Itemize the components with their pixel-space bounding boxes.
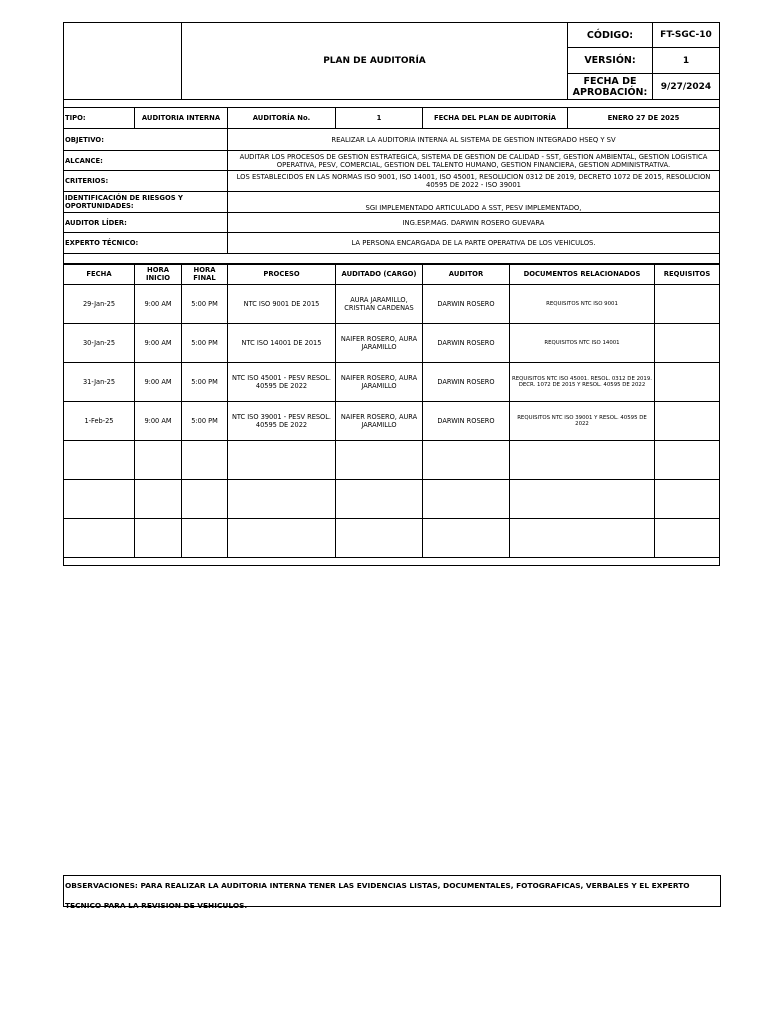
empty-cell xyxy=(228,519,336,558)
cell-hora-inicio: 9:00 AM xyxy=(135,402,182,441)
version-label: VERSIÓN: xyxy=(568,48,653,74)
alcance-label: ALCANCE: xyxy=(64,151,228,171)
empty-cell xyxy=(510,519,655,558)
objetivo-value: REALIZAR LA AUDITORIA INTERNA AL SISTEMA DE GESTION INTEGRADO HSEQ Y SV xyxy=(228,129,720,151)
cell-requisitos xyxy=(655,402,720,441)
empty-row xyxy=(64,519,720,558)
empty-row xyxy=(64,441,720,480)
table-row xyxy=(64,324,720,363)
cell-auditor: DARWIN ROSERO xyxy=(423,363,510,402)
empty-cell xyxy=(336,480,423,519)
column-header: DOCUMENTOS RELACIONADOS xyxy=(510,265,655,285)
cell-hora-final: 5:00 PM xyxy=(182,285,228,324)
empty-cell xyxy=(135,519,182,558)
cell-proceso: NTC ISO 45001 - PESV RESOL. 40595 DE 2022 xyxy=(228,363,336,402)
table-row xyxy=(64,285,720,324)
column-header: AUDITADO (CARGO) xyxy=(336,265,423,285)
column-header: HORA INICIO xyxy=(135,265,182,285)
column-header: REQUISITOS xyxy=(655,265,720,285)
document-title: PLAN DE AUDITORÍA xyxy=(182,23,568,100)
cell-auditado: NAIFER ROSERO, AURA JARAMILLO xyxy=(336,402,423,441)
document-header xyxy=(63,22,720,100)
empty-cell xyxy=(655,480,720,519)
empty-cell xyxy=(655,441,720,480)
spacer-row xyxy=(64,254,720,264)
criterios-value: LOS ESTABLECIDOS EN LAS NORMAS ISO 9001, ISO 14001, ISO 45001, RESOLUCION 0312 DE 2019, DECRETO 1072 DE 2015, RESOLUCION 40595 DE 2022 - ISO 39001 xyxy=(228,171,720,192)
fecha-plan-value: ENERO 27 DE 2025 xyxy=(568,108,720,129)
cell-hora-inicio: 9:00 AM xyxy=(135,324,182,363)
tipo-label: TIPO: xyxy=(64,108,135,129)
empty-cell xyxy=(423,519,510,558)
empty-cell xyxy=(182,519,228,558)
cell-fecha: 30-Jan-25 xyxy=(64,324,135,363)
cell-requisitos xyxy=(655,285,720,324)
riesgos-value: SGI IMPLEMENTADO ARTICULADO A SST, PESV IMPLEMENTADO, xyxy=(228,192,720,213)
auditor-lider-label: AUDITOR LÍDER: xyxy=(64,213,228,233)
alcance-value: AUDITAR LOS PROCESOS DE GESTION ESTRATEGICA, SISTEMA DE GESTION DE CALIDAD - SST, GESTION AMBIENTAL, GESTION LOGISTICA OPERATIVA, PESV, COMERCIAL, GESTION DEL TALENTO HUMANO, GESTION FINANCIERA, GESTION ADMINISTRATIVA. xyxy=(228,151,720,171)
column-header: PROCESO xyxy=(228,265,336,285)
table-row xyxy=(64,402,720,441)
spacer-row xyxy=(64,100,720,108)
cell-hora-inicio: 9:00 AM xyxy=(135,285,182,324)
empty-cell xyxy=(336,441,423,480)
observaciones-box: OBSERVACIONES: PARA REALIZAR LA AUDITORIA INTERNA TENER LAS EVIDENCIAS LISTAS, DOCUMENTALES, FOTOGRAFICAS, VERBALES Y EL EXPERTO TECNICO PARA LA REVISION DE VEHICULOS. xyxy=(63,875,721,907)
fecha-plan-label: FECHA DEL PLAN DE AUDITORÍA xyxy=(423,108,568,129)
cell-fecha: 1-Feb-25 xyxy=(64,402,135,441)
objetivo-label: OBJETIVO: xyxy=(64,129,228,151)
version-value: 1 xyxy=(653,48,720,74)
cell-fecha: 29-Jan-25 xyxy=(64,285,135,324)
cell-hora-final: 5:00 PM xyxy=(182,324,228,363)
empty-cell xyxy=(510,441,655,480)
cell-hora-final: 5:00 PM xyxy=(182,402,228,441)
cell-auditado: NAIFER ROSERO, AURA JARAMILLO xyxy=(336,363,423,402)
cell-requisitos xyxy=(655,324,720,363)
auditoria-no-value: 1 xyxy=(336,108,423,129)
empty-cell xyxy=(135,480,182,519)
audit-schedule-table xyxy=(63,264,720,566)
cell-hora-inicio: 9:00 AM xyxy=(135,363,182,402)
empty-cell xyxy=(64,480,135,519)
spacer-row xyxy=(64,558,720,566)
cell-auditado: AURA JARAMILLO, CRISTIAN CARDENAS xyxy=(336,285,423,324)
cell-documentos: REQUISITOS NTC ISO 14001 xyxy=(510,324,655,363)
experto-value: LA PERSONA ENCARGADA DE LA PARTE OPERATIVA DE LOS VEHICULOS. xyxy=(228,233,720,254)
cell-auditado: NAIFER ROSERO, AURA JARAMILLO xyxy=(336,324,423,363)
empty-cell xyxy=(423,441,510,480)
fecha-aprobacion-label: FECHA DE APROBACIÓN: xyxy=(568,74,653,100)
empty-cell xyxy=(135,441,182,480)
column-header: FECHA xyxy=(64,265,135,285)
cell-proceso: NTC ISO 14001 DE 2015 xyxy=(228,324,336,363)
auditoria-no-label: AUDITORÍA No. xyxy=(228,108,336,129)
experto-label: EXPERTO TÉCNICO: xyxy=(64,233,228,254)
schedule-header-row xyxy=(64,265,720,285)
cell-proceso: NTC ISO 39001 - PESV RESOL. 40595 DE 2022 xyxy=(228,402,336,441)
empty-cell xyxy=(182,441,228,480)
cell-proceso: NTC ISO 9001 DE 2015 xyxy=(228,285,336,324)
cell-documentos: REQUISITOS NTC ISO 45001. RESOL. 0312 DE 2019. DECR. 1072 DE 2015 Y RESOL. 40595 DE 2022 xyxy=(510,363,655,402)
empty-row xyxy=(64,480,720,519)
spacer-cell xyxy=(64,558,720,566)
column-header: AUDITOR xyxy=(423,265,510,285)
column-header: HORA FINAL xyxy=(182,265,228,285)
cell-auditor: DARWIN ROSERO xyxy=(423,285,510,324)
fecha-aprobacion-value: 9/27/2024 xyxy=(653,74,720,100)
empty-cell xyxy=(64,519,135,558)
empty-cell xyxy=(64,441,135,480)
empty-cell xyxy=(182,480,228,519)
empty-cell xyxy=(228,480,336,519)
table-row xyxy=(64,363,720,402)
cell-requisitos xyxy=(655,363,720,402)
tipo-value: AUDITORIA INTERNA xyxy=(135,108,228,129)
empty-cell xyxy=(655,519,720,558)
codigo-value: FT-SGC-10 xyxy=(653,23,720,48)
empty-cell xyxy=(228,441,336,480)
codigo-label: CÓDIGO: xyxy=(568,23,653,48)
cell-hora-final: 5:00 PM xyxy=(182,363,228,402)
cell-auditor: DARWIN ROSERO xyxy=(423,324,510,363)
empty-cell xyxy=(423,480,510,519)
cell-fecha: 31-Jan-25 xyxy=(64,363,135,402)
cell-documentos: REQUISITOS NTC ISO 9001 xyxy=(510,285,655,324)
cell-auditor: DARWIN ROSERO xyxy=(423,402,510,441)
riesgos-label: IDENTIFICACIÓN DE RIESGOS Y OPORTUNIDADES: xyxy=(64,192,228,213)
auditor-lider-value: ING.ESP.MAG. DARWIN ROSERO GUEVARA xyxy=(228,213,720,233)
cell-documentos: REQUISITOS NTC ISO 39001 Y RESOL. 40595 DE 2022 xyxy=(510,402,655,441)
audit-info-table xyxy=(63,99,720,264)
criterios-label: CRITERIOS: xyxy=(64,171,228,192)
empty-cell xyxy=(336,519,423,558)
logo-area xyxy=(64,23,182,100)
empty-cell xyxy=(510,480,655,519)
